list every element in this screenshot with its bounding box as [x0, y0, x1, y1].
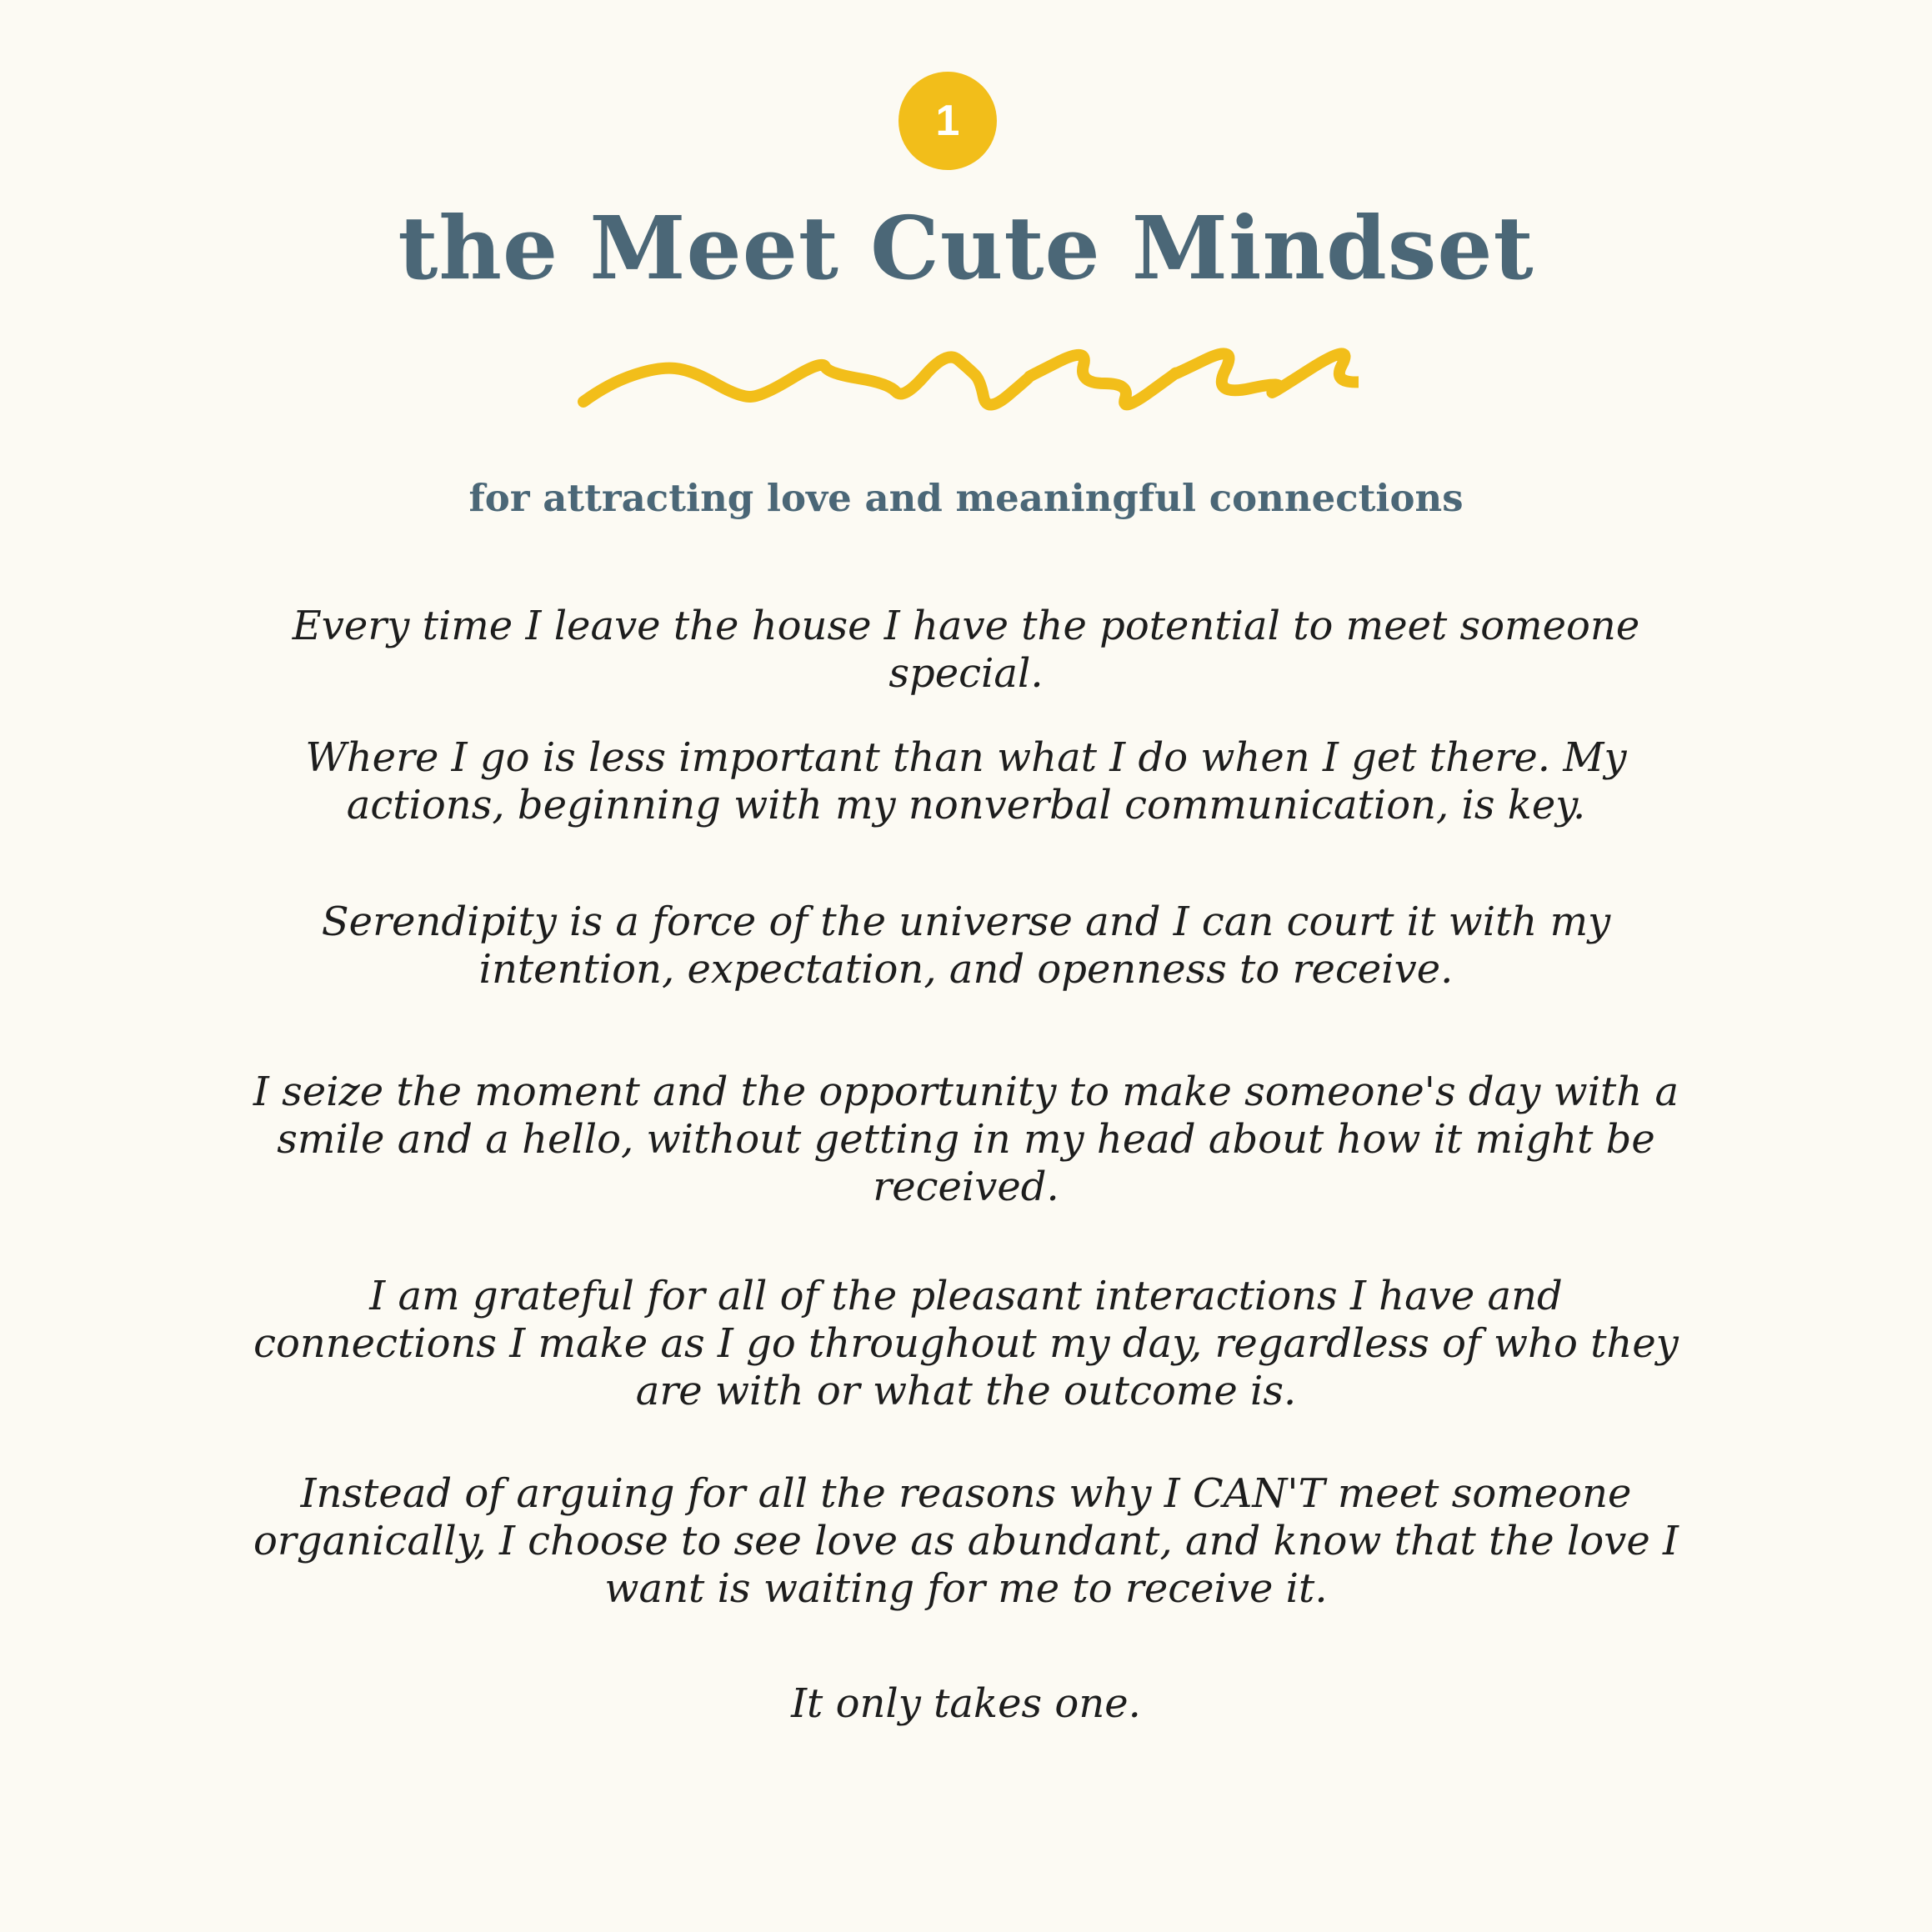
page-title: the Meet Cute Mindset: [398, 197, 1534, 299]
affirmation-item: I seize the moment and the opportunity to make someone's day with a smile and a hello, without getting in my head about how it might be received.: [253, 1069, 1679, 1210]
affirmation-item: I am grateful for all of the pleasant interactions I have and connections I make as I go throughout my day, regardless of who they are with or what the outcome is.: [253, 1273, 1679, 1414]
affirmation-item: Every time I leave the house I have the potential to meet someone special.: [292, 603, 1640, 697]
page-subtitle: for attracting love and meaningful connections: [468, 476, 1464, 520]
badge-number: 1: [935, 97, 960, 145]
affirmation-item: Serendipity is a force of the universe and I can court it with my intention, expectation, and openness to receive.: [321, 898, 1611, 993]
affirmation-list: [250, 0, 1682, 1932]
affirmation-item: Instead of arguing for all the reasons why I CAN'T meet someone organically, I choose to see love as abundant, and know that the love I want is waiting for me to receive it.: [253, 1470, 1679, 1612]
affirmation-item: It only takes one.: [791, 1680, 1141, 1727]
affirmation-item: Where I go is less important than what I do when I get there. My actions, beginning with my nonverbal communication, is key.: [305, 734, 1627, 828]
